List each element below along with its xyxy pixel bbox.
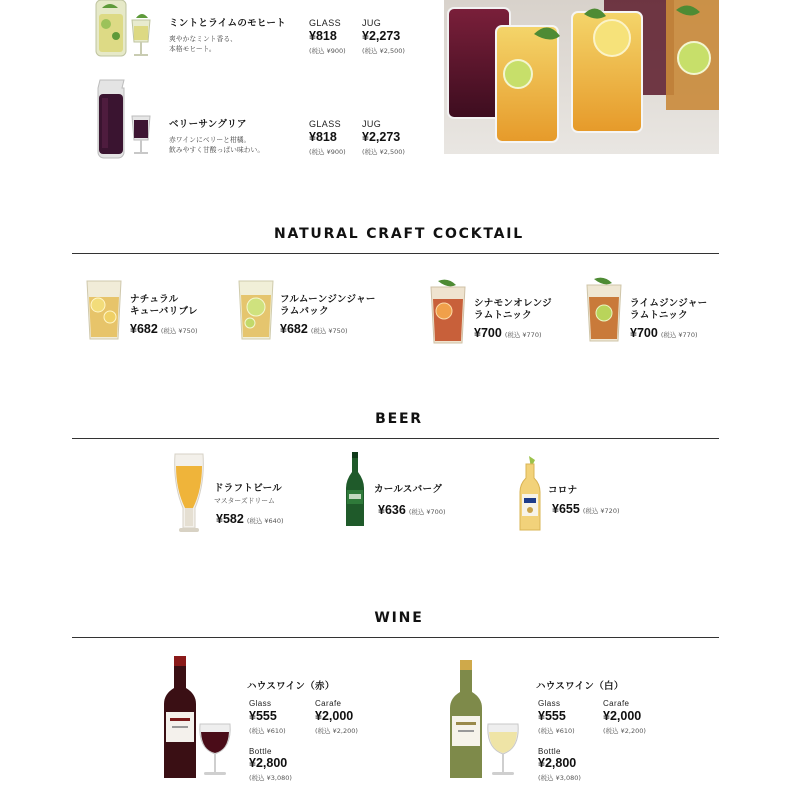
item-name-line1: ナチュラル: [130, 294, 179, 305]
price-row: [552, 502, 620, 516]
glass-price: ¥818: [309, 130, 337, 144]
glass-price: ¥555: [249, 709, 277, 723]
price: ¥582: [216, 512, 244, 526]
bottle-label: Bottle: [538, 747, 561, 756]
bottle-price: ¥2,800: [249, 756, 288, 770]
tax: (税込 ¥770): [660, 331, 698, 339]
glass-tax: (税込 ¥610): [538, 727, 575, 735]
bottle-price: ¥2,800: [538, 756, 577, 770]
section-divider: [72, 637, 719, 638]
price: ¥682: [280, 322, 308, 336]
jug-tax: (税込 ¥2,500): [362, 148, 405, 156]
glass-label: Glass: [249, 699, 272, 708]
glass-tax: (税込 ¥610): [249, 727, 286, 735]
tax: (税込 ¥720): [582, 507, 620, 515]
cuba-libre-image: [84, 277, 124, 341]
glass-tax: (税込 ¥900): [309, 47, 346, 55]
section-title-beer: BEER: [375, 411, 423, 427]
jug-label: JUG: [362, 119, 382, 129]
bottle-label: Bottle: [249, 747, 272, 756]
glass-label: Glass: [538, 699, 561, 708]
price: ¥700: [474, 326, 502, 340]
carafe-label: Carafe: [603, 699, 630, 708]
glass-label: GLASS: [309, 18, 342, 28]
section-title-cocktail: NATURAL CRAFT COCKTAIL: [274, 226, 524, 242]
jug-price: ¥2,273: [362, 29, 401, 43]
item-desc-sangria-line1: 赤ワインにベリーと柑橘。: [169, 136, 251, 144]
ginger-rum-buck-image: [236, 277, 276, 341]
glass-tax: (税込 ¥900): [309, 148, 346, 156]
item-name-line2: ラムトニック: [474, 310, 532, 321]
price-row: [630, 326, 698, 340]
tax: (税込 ¥750): [310, 327, 348, 335]
item-name: ハウスワイン（白）: [536, 681, 624, 692]
draft-beer-image: [172, 452, 206, 536]
carafe-price: ¥2,000: [315, 709, 354, 723]
section-divider: [72, 253, 719, 254]
item-name-line2: ラムトニック: [630, 310, 688, 321]
price-row: [474, 326, 542, 340]
lime-ginger-tonic-image: [584, 277, 624, 343]
drinks-hero-photo: [444, 0, 719, 154]
tax: (税込 ¥640): [246, 517, 284, 525]
carafe-price: ¥2,000: [603, 709, 642, 723]
section-divider: [72, 438, 719, 439]
item-name: ドラフトビール: [214, 483, 283, 494]
item-name-line2: ラムバック: [280, 306, 329, 317]
item-subname: マスターズドリーム: [214, 497, 275, 505]
sangria-jug-image: [92, 76, 162, 160]
item-name-line1: フルムーンジンジャー: [280, 294, 376, 305]
price-row: [130, 322, 198, 336]
tax: (税込 ¥750): [160, 327, 198, 335]
item-name-line2: キューバリブレ: [130, 306, 198, 317]
item-desc-mojito-line2: 本格モヒート。: [169, 45, 216, 53]
glass-label: GLASS: [309, 119, 342, 129]
jug-label: JUG: [362, 18, 382, 28]
bottle-tax: (税込 ¥3,080): [538, 774, 581, 782]
item-desc-mojito-line1: 爽やかなミント香る、: [169, 35, 237, 43]
carafe-label: Carafe: [315, 699, 342, 708]
jug-price: ¥2,273: [362, 130, 401, 144]
glass-price: ¥818: [309, 29, 337, 43]
glass-price: ¥555: [538, 709, 566, 723]
tax: (税込 ¥700): [408, 508, 446, 516]
mojito-jug-image: [90, 0, 160, 62]
jug-tax: (税込 ¥2,500): [362, 47, 405, 55]
item-name-line1: ライムジンジャー: [630, 298, 708, 309]
section-title-wine: WINE: [374, 610, 424, 626]
price: ¥655: [552, 502, 580, 516]
bottle-tax: (税込 ¥3,080): [249, 774, 292, 782]
red-wine-bottle-image: [162, 656, 234, 780]
price: ¥682: [130, 322, 158, 336]
item-name: ハウスワイン（赤）: [247, 681, 335, 692]
item-name-mojito: ミントとライムのモヒート: [169, 18, 286, 29]
corona-bottle-image: [518, 456, 542, 532]
white-wine-bottle-image: [450, 660, 522, 780]
cinnamon-orange-tonic-image: [428, 279, 468, 345]
item-name: コロナ: [548, 485, 578, 496]
price-row: [378, 503, 446, 517]
item-name-sangria: ベリーサングリア: [169, 119, 247, 130]
price: ¥700: [630, 326, 658, 340]
price-row: [280, 322, 348, 336]
carafe-tax: (税込 ¥2,200): [603, 727, 646, 735]
carafe-tax: (税込 ¥2,200): [315, 727, 358, 735]
item-desc-sangria-line2: 飲みやすく甘酸っぱい味わい。: [169, 146, 265, 154]
price: ¥636: [378, 503, 406, 517]
item-name: カールスバーグ: [374, 484, 443, 495]
carlsberg-bottle-image: [344, 452, 366, 528]
tax: (税込 ¥770): [504, 331, 542, 339]
item-name-line1: シナモンオレンジ: [474, 298, 552, 309]
price-row: [216, 512, 284, 526]
